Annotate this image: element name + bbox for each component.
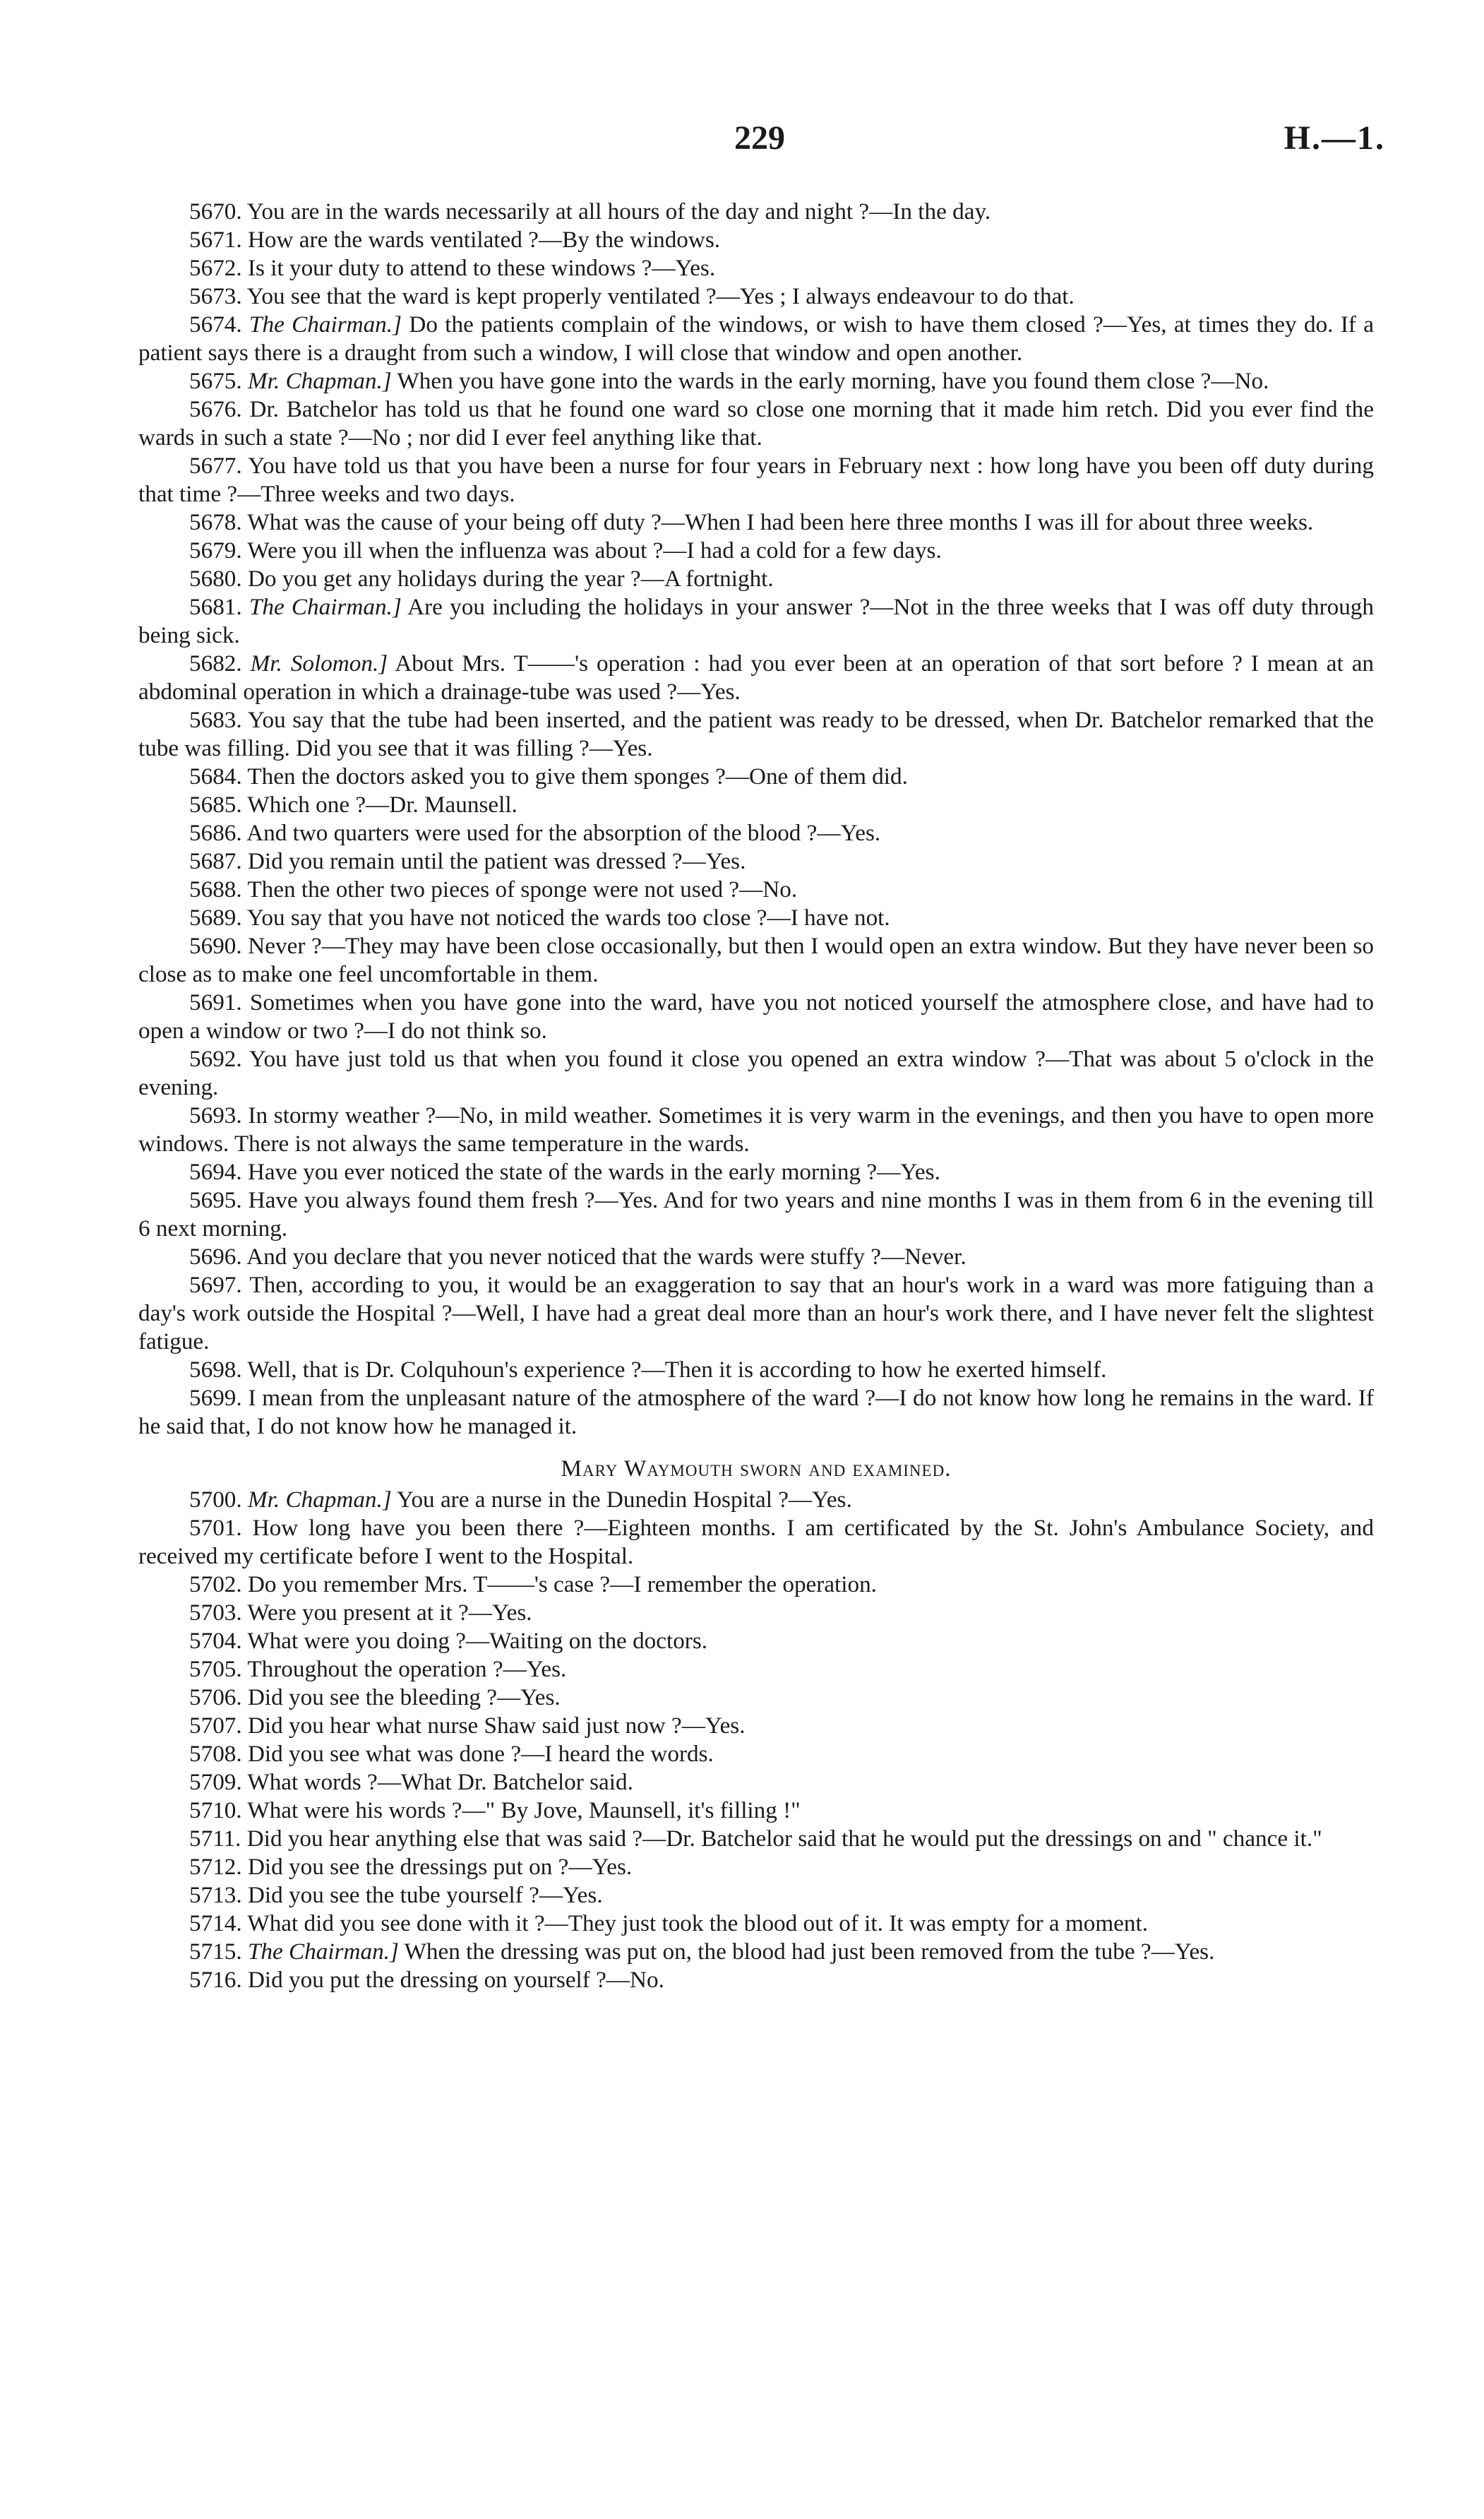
question-number: 5700. [189, 1487, 242, 1513]
question-text: What was the cause of your being off duty ?—When I had been here three months I was ill for about three weeks. [247, 509, 1314, 535]
question-paragraph [138, 932, 1374, 989]
question-text: You see that the ward is kept properly ventilated ?—Yes ; I always endeavour to do that. [246, 283, 1075, 309]
testimony-section-1 [138, 198, 1374, 1441]
question-paragraph [138, 1740, 1374, 1768]
question-number: 5683. [189, 707, 242, 733]
question-number: 5690. [189, 933, 242, 959]
question-paragraph [138, 1384, 1374, 1441]
question-text: Did you hear anything else that was said ?—Dr. Batchelor said that he would put the dressings on and " chance it." [246, 1826, 1322, 1852]
speaker-name: Mr. Chapman.] [247, 1487, 392, 1513]
question-text: Did you hear what nurse Shaw said just now ?—Yes. [247, 1713, 746, 1739]
question-number: 5713. [189, 1882, 242, 1908]
question-number: 5688. [189, 876, 242, 903]
question-number: 5698. [189, 1357, 242, 1383]
question-text: How long have you been there ?—Eighteen months. I am certificated by the St. John's Ambulance Society, and received my certificate before I went to the Hospital. [138, 1515, 1374, 1569]
question-number: 5699. [189, 1385, 242, 1411]
question-paragraph [138, 311, 1374, 367]
question-number: 5695. [189, 1187, 242, 1213]
question-number: 5701. [189, 1515, 242, 1541]
question-number: 5691. [189, 989, 242, 1016]
witness-heading [138, 1455, 1374, 1483]
question-number: 5696. [189, 1244, 242, 1270]
question-paragraph [138, 1486, 1374, 1514]
question-text: Is it your duty to attend to these windows ?—Yes. [247, 255, 716, 281]
question-paragraph [138, 198, 1374, 226]
question-text: Sometimes when you have gone into the ward, have you not noticed yourself the atmosphere close, and have had to open a window or two ?—I do not think so. [138, 989, 1374, 1044]
question-text: Dr. Batchelor has told us that he found one ward so close one morning that it made him retch. Did you ever find the wards in such a state ?—No ; nor did I ever feel anything like that. [138, 396, 1374, 451]
question-number: 5687. [189, 848, 242, 874]
question-paragraph [138, 706, 1374, 763]
question-paragraph [138, 452, 1374, 508]
question-paragraph [138, 1797, 1374, 1825]
question-paragraph [138, 254, 1374, 282]
question-number: 5711. [189, 1826, 241, 1852]
question-text: Do the patients complain of the windows, or wish to have them closed ?—Yes, at times they do. If a patient says there is a draught from such a window, I will close that window and open another. [138, 311, 1375, 366]
question-paragraph [138, 1514, 1374, 1571]
question-number: 5692. [189, 1046, 242, 1072]
question-number: 5684. [189, 763, 242, 790]
question-text: When you have gone into the wards in the early morning, have you found them close ?—No. [397, 368, 1269, 394]
question-paragraph [138, 226, 1374, 254]
question-number: 5707. [189, 1713, 242, 1739]
question-paragraph [138, 1271, 1374, 1356]
question-number: 5710. [189, 1797, 242, 1823]
question-number: 5670. [189, 198, 242, 225]
page-header [0, 119, 1484, 175]
question-number: 5704. [189, 1628, 242, 1654]
question-text: What were you doing ?—Waiting on the doctors. [247, 1628, 708, 1654]
question-number: 5675. [189, 368, 242, 394]
question-paragraph [138, 847, 1374, 876]
question-number: 5685. [189, 792, 242, 818]
question-number: 5709. [189, 1769, 242, 1795]
question-paragraph [138, 791, 1374, 819]
question-text: And two quarters were used for the absorption of the blood ?—Yes. [246, 820, 881, 846]
question-text: Then the other two pieces of sponge were not used ?—No. [247, 876, 798, 903]
question-paragraph [138, 1102, 1374, 1158]
question-text: Throughout the operation ?—Yes. [247, 1656, 567, 1682]
question-text: Then, according to you, it would be an exaggeration to say that an hour's work in a ward was more fatiguing than a day's work outside the Hospital ?—Well, I have had a great deal more than an hour's work there, and I have never felt the slightest fatigue. [138, 1272, 1374, 1354]
question-number: 5677. [189, 453, 242, 479]
question-text: Never ?—They may have been close occasionally, but then I would open an extra window. But they have never been so close as to make one feel uncomfortable in them. [138, 933, 1374, 987]
question-text: Did you remain until the patient was dressed ?—Yes. [247, 848, 746, 874]
question-paragraph [138, 1045, 1374, 1102]
question-paragraph [138, 904, 1374, 932]
question-text: You are a nurse in the Dunedin Hospital ?—Yes. [396, 1487, 852, 1513]
question-number: 5673. [189, 283, 242, 309]
question-paragraph [138, 537, 1374, 565]
question-paragraph [138, 1571, 1374, 1599]
question-number: 5681. [189, 594, 242, 620]
question-text: Do you remember Mrs. T——'s case ?—I remember the operation. [247, 1571, 877, 1597]
speaker-name: Mr. Solomon.] [250, 650, 388, 677]
question-paragraph [138, 1243, 1374, 1271]
transcript-body [138, 198, 1374, 1994]
question-number: 5671. [189, 227, 242, 253]
question-number: 5680. [189, 566, 242, 592]
question-paragraph [138, 989, 1374, 1045]
question-paragraph [138, 1712, 1374, 1740]
question-paragraph [138, 1356, 1374, 1384]
question-paragraph [138, 593, 1374, 650]
question-number: 5706. [189, 1684, 242, 1710]
question-paragraph [138, 1768, 1374, 1797]
question-text: Did you see what was done ?—I heard the words. [247, 1741, 714, 1767]
question-number: 5674. [189, 311, 242, 338]
question-text: You say that the tube had been inserted, and the patient was ready to be dressed, when Dr. Batchelor remarked that the tube was filling. Did you see that it was filling ?—Yes. [138, 707, 1374, 761]
question-number: 5693. [189, 1102, 242, 1129]
question-text: You have just told us that when you found it close you opened an extra window ?—That was about 5 o'clock in the evening. [138, 1046, 1374, 1100]
question-text: How are the wards ventilated ?—By the windows. [247, 227, 721, 253]
question-paragraph [138, 1881, 1374, 1910]
question-text: And you declare that you never noticed that the wards were stuffy ?—Never. [246, 1244, 967, 1270]
question-text: You say that you have not noticed the wards too close ?—I have not. [246, 905, 890, 931]
question-number: 5714. [189, 1910, 242, 1936]
document-reference: H.—1. [1283, 119, 1385, 157]
speaker-name: The Chairman.] [249, 311, 402, 338]
question-paragraph [138, 1158, 1374, 1186]
question-paragraph [138, 508, 1374, 537]
question-paragraph [138, 1684, 1374, 1712]
question-number: 5682. [189, 650, 242, 677]
question-text: I mean from the unpleasant nature of the atmosphere of the ward ?—I do not know how long he remains in the ward. If he said that, I do not know how he managed it. [138, 1385, 1375, 1439]
question-text: What words ?—What Dr. Batchelor said. [247, 1769, 633, 1795]
question-text: Were you ill when the influenza was about ?—I had a cold for a few days. [247, 537, 942, 564]
question-text: Did you see the bleeding ?—Yes. [247, 1684, 561, 1710]
question-text: Then the doctors asked you to give them sponges ?—One of them did. [247, 763, 908, 790]
question-number: 5716. [189, 1967, 242, 1993]
question-number: 5697. [189, 1272, 242, 1298]
question-paragraph [138, 819, 1374, 847]
question-number: 5679. [189, 537, 242, 564]
question-text: Have you ever noticed the state of the wards in the early morning ?—Yes. [247, 1159, 940, 1185]
question-paragraph [138, 876, 1374, 904]
question-number: 5678. [189, 509, 242, 535]
question-text: You are in the wards necessarily at all hours of the day and night ?—In the day. [246, 198, 991, 225]
question-text: Are you including the holidays in your answer ?—Not in the three weeks that I was off duty through being sick. [138, 594, 1374, 648]
question-text: Do you get any holidays during the year ?—A fortnight. [247, 566, 774, 592]
question-text: What did you see done with it ?—They just took the blood out of it. It was empty for a moment. [247, 1910, 1149, 1936]
question-number: 5708. [189, 1741, 242, 1767]
question-text: Which one ?—Dr. Maunsell. [247, 792, 517, 818]
witness-heading-rest: sworn and examined. [740, 1455, 952, 1482]
question-text: When the dressing was put on, the blood had just been removed from the tube ?—Yes. [404, 1939, 1215, 1965]
question-text: About Mrs. T——'s operation : had you ever been at an operation of that sort before ? I mean at an abdominal operation in which a drainage-tube was used ?—Yes. [138, 650, 1375, 705]
question-paragraph [138, 1655, 1374, 1684]
question-paragraph [138, 1599, 1374, 1627]
question-text: Well, that is Dr. Colquhoun's experience ?—Then it is according to how he exerted himself. [247, 1357, 1107, 1383]
question-paragraph [138, 1627, 1374, 1655]
question-number: 5705. [189, 1656, 242, 1682]
question-paragraph [138, 1910, 1374, 1938]
question-number: 5715. [189, 1939, 242, 1965]
question-number: 5694. [189, 1159, 242, 1185]
question-number: 5703. [189, 1600, 242, 1626]
question-text: You have told us that you have been a nurse for four years in February next : how long have you been off duty during that time ?—Three weeks and two days. [138, 453, 1374, 507]
question-paragraph [138, 395, 1374, 452]
question-number: 5702. [189, 1571, 242, 1597]
question-paragraph [138, 1853, 1374, 1881]
question-text: Were you present at it ?—Yes. [247, 1600, 532, 1626]
question-text: In stormy weather ?—No, in mild weather. Sometimes it is very warm in the evenings, and then you have to open more windows. There is not always the same temperature in the wards. [138, 1102, 1374, 1157]
question-text: Did you see the dressings put on ?—Yes. [247, 1854, 633, 1880]
question-number: 5676. [189, 396, 242, 422]
speaker-name: Mr. Chapman.] [247, 368, 392, 394]
question-paragraph [138, 763, 1374, 791]
testimony-section-2 [138, 1486, 1374, 1994]
page-number: 229 [734, 119, 785, 157]
question-number: 5686. [189, 820, 242, 846]
question-number: 5712. [189, 1854, 242, 1880]
question-paragraph [138, 1938, 1374, 1966]
question-number: 5672. [189, 255, 242, 281]
question-text: Have you always found them fresh ?—Yes. And for two years and nine months I was in them from 6 in the evening till 6 next morning. [138, 1187, 1374, 1241]
question-paragraph [138, 367, 1374, 395]
speaker-name: The Chairman.] [247, 1939, 399, 1965]
witness-name: Mary Waymouth [561, 1455, 734, 1482]
question-paragraph [138, 565, 1374, 593]
question-paragraph [138, 1966, 1374, 1994]
question-paragraph [138, 1825, 1374, 1853]
question-paragraph [138, 1186, 1374, 1243]
speaker-name: The Chairman.] [249, 594, 402, 620]
question-text: What were his words ?—" By Jove, Maunsell, it's filling !" [247, 1797, 801, 1823]
question-number: 5689. [189, 905, 242, 931]
question-text: Did you put the dressing on yourself ?—No. [247, 1967, 664, 1993]
question-paragraph [138, 650, 1374, 706]
question-paragraph [138, 282, 1374, 311]
question-text: Did you see the tube yourself ?—Yes. [247, 1882, 603, 1908]
